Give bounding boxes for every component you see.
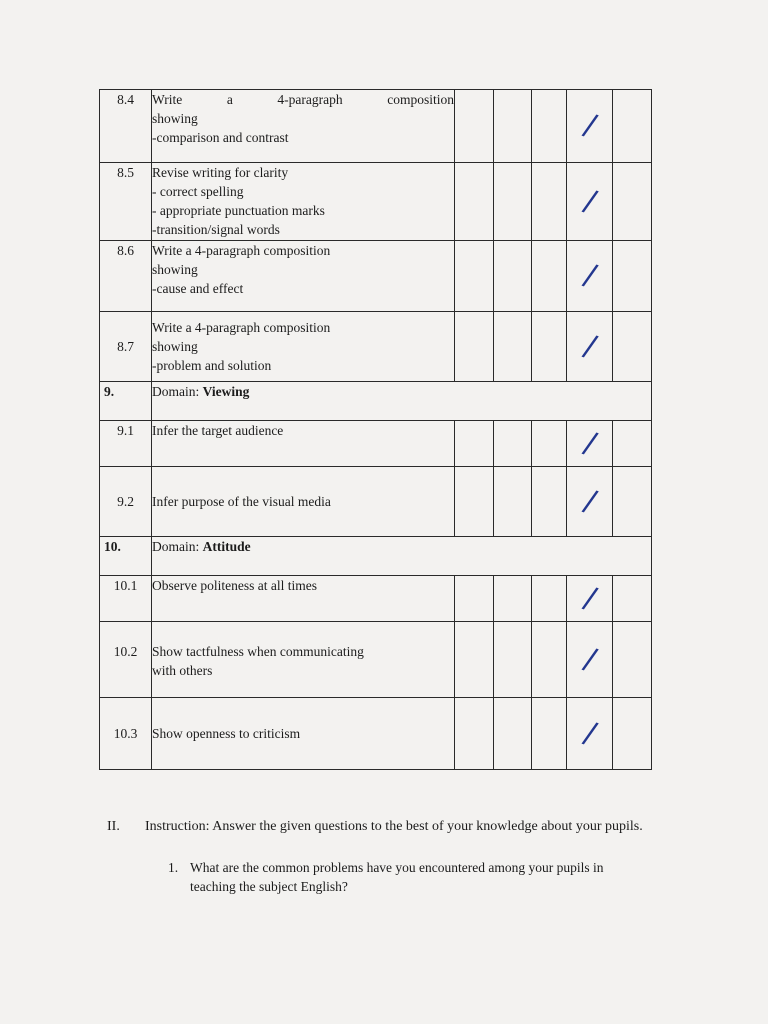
pen-check-mark-icon: / — [579, 482, 600, 520]
rating-cell — [613, 241, 652, 312]
competency-number: 9.1 — [100, 421, 152, 467]
instruction-text: Instruction: Answer the given questions to the best of your knowledge about your pupils. — [145, 819, 643, 834]
rating-cell — [494, 421, 532, 467]
competency-description — [152, 467, 455, 537]
rating-cell — [613, 90, 652, 163]
pen-check-mark-icon: / — [579, 714, 600, 752]
description-line: showing — [152, 111, 198, 126]
table-row — [100, 421, 652, 467]
domain-number: 10. — [100, 537, 152, 576]
rating-cell — [494, 576, 532, 622]
pen-check-mark-icon: / — [579, 182, 600, 220]
table-row — [100, 163, 652, 241]
rating-cell — [455, 312, 494, 382]
description-line: Observe politeness at all times — [152, 578, 317, 593]
rating-cell — [532, 312, 567, 382]
competency-description — [152, 241, 455, 312]
competency-number: 8.4 — [100, 90, 152, 163]
rating-cell — [455, 241, 494, 312]
competency-number: 10.3 — [100, 698, 152, 770]
rating-cell — [567, 241, 613, 312]
competency-number: 8.7 — [100, 312, 152, 382]
description-line: Infer purpose of the visual media — [152, 494, 331, 509]
rating-cell — [455, 576, 494, 622]
rating-cell — [613, 698, 652, 770]
rating-cell — [455, 421, 494, 467]
table-row — [100, 576, 652, 622]
rating-cell — [455, 90, 494, 163]
description-line: Write a 4-paragraph composition — [152, 320, 331, 335]
rating-cell — [613, 622, 652, 698]
competency-number: 8.6 — [100, 241, 152, 312]
competency-description — [152, 576, 455, 622]
table-row — [100, 241, 652, 312]
rating-cell — [494, 163, 532, 241]
rating-cell — [532, 241, 567, 312]
rating-cell — [455, 622, 494, 698]
section-number: II. — [107, 819, 120, 834]
domain-name: Viewing — [202, 384, 250, 399]
competency-description — [152, 698, 455, 770]
rating-cell — [494, 241, 532, 312]
rating-cell — [494, 312, 532, 382]
question-number: 1. — [168, 860, 179, 875]
question-item — [168, 858, 668, 896]
rating-cell — [567, 163, 613, 241]
rating-cell — [455, 467, 494, 537]
description-line: Write a 4-paragraph composition — [152, 243, 331, 258]
description-line: Write a 4-paragraph composition — [152, 92, 454, 107]
rating-cell — [455, 698, 494, 770]
domain-heading — [152, 382, 652, 421]
table-row — [100, 467, 652, 537]
rating-cell — [532, 90, 567, 163]
rating-cell — [613, 467, 652, 537]
rating-cell — [567, 698, 613, 770]
description-line: -problem and solution — [152, 358, 272, 373]
rating-cell — [532, 576, 567, 622]
description-line: - correct spelling — [152, 184, 244, 199]
competency-description — [152, 90, 455, 163]
domain-row — [100, 537, 652, 576]
competency-description — [152, 163, 455, 241]
rating-cell — [613, 576, 652, 622]
description-line: with others — [152, 663, 213, 678]
rating-cell — [613, 163, 652, 241]
pen-check-mark-icon: / — [579, 257, 600, 294]
competency-description — [152, 622, 455, 698]
description-line: showing — [152, 262, 198, 277]
pen-check-mark-icon: / — [579, 107, 600, 144]
rating-cell — [455, 163, 494, 241]
competency-number: 8.5 — [100, 163, 152, 241]
pen-check-mark-icon: / — [579, 579, 600, 617]
description-line: - appropriate punctuation marks — [152, 203, 325, 218]
competency-number: 10.2 — [100, 622, 152, 698]
competency-number: 10.1 — [100, 576, 152, 622]
rating-cell — [567, 622, 613, 698]
description-line: -comparison and contrast — [152, 130, 289, 145]
description-line: Show tactfulness when communicating — [152, 644, 364, 659]
rating-cell — [532, 698, 567, 770]
rating-cell — [613, 312, 652, 382]
competency-number: 9.2 — [100, 467, 152, 537]
table-row — [100, 622, 652, 698]
description-line: -transition/signal words — [152, 222, 280, 237]
pen-check-mark-icon: / — [579, 424, 600, 462]
competency-description — [152, 312, 455, 382]
competency-checklist-table — [99, 89, 652, 770]
description-line: Infer the target audience — [152, 423, 284, 438]
rating-cell — [494, 467, 532, 537]
rating-cell — [494, 698, 532, 770]
domain-label: Domain: — [152, 384, 200, 399]
description-line: Revise writing for clarity — [152, 165, 289, 180]
rating-cell — [567, 467, 613, 537]
rating-cell — [567, 421, 613, 467]
table-row — [100, 312, 652, 382]
pen-check-mark-icon: / — [579, 640, 600, 678]
rating-cell — [532, 622, 567, 698]
domain-name: Attitude — [202, 539, 251, 554]
rating-cell — [494, 90, 532, 163]
question-text: What are the common problems have you encountered among your pupils in teaching the subject English? — [190, 860, 604, 894]
rating-cell — [532, 421, 567, 467]
description-line: showing — [152, 339, 198, 354]
domain-row — [100, 382, 652, 421]
pen-check-mark-icon: / — [579, 327, 600, 365]
rating-cell — [567, 90, 613, 163]
rating-cell — [532, 467, 567, 537]
table-row — [100, 90, 652, 163]
instruction-heading — [107, 819, 643, 835]
description-line: -cause and effect — [152, 281, 244, 296]
domain-heading — [152, 537, 652, 576]
description-line: Show openness to criticism — [152, 726, 301, 741]
domain-number: 9. — [100, 382, 152, 421]
competency-description — [152, 421, 455, 467]
domain-label: Domain: — [152, 539, 200, 554]
table-row — [100, 698, 652, 770]
rating-cell — [532, 163, 567, 241]
rating-cell — [567, 312, 613, 382]
rating-cell — [567, 576, 613, 622]
rating-cell — [613, 421, 652, 467]
rating-cell — [494, 622, 532, 698]
